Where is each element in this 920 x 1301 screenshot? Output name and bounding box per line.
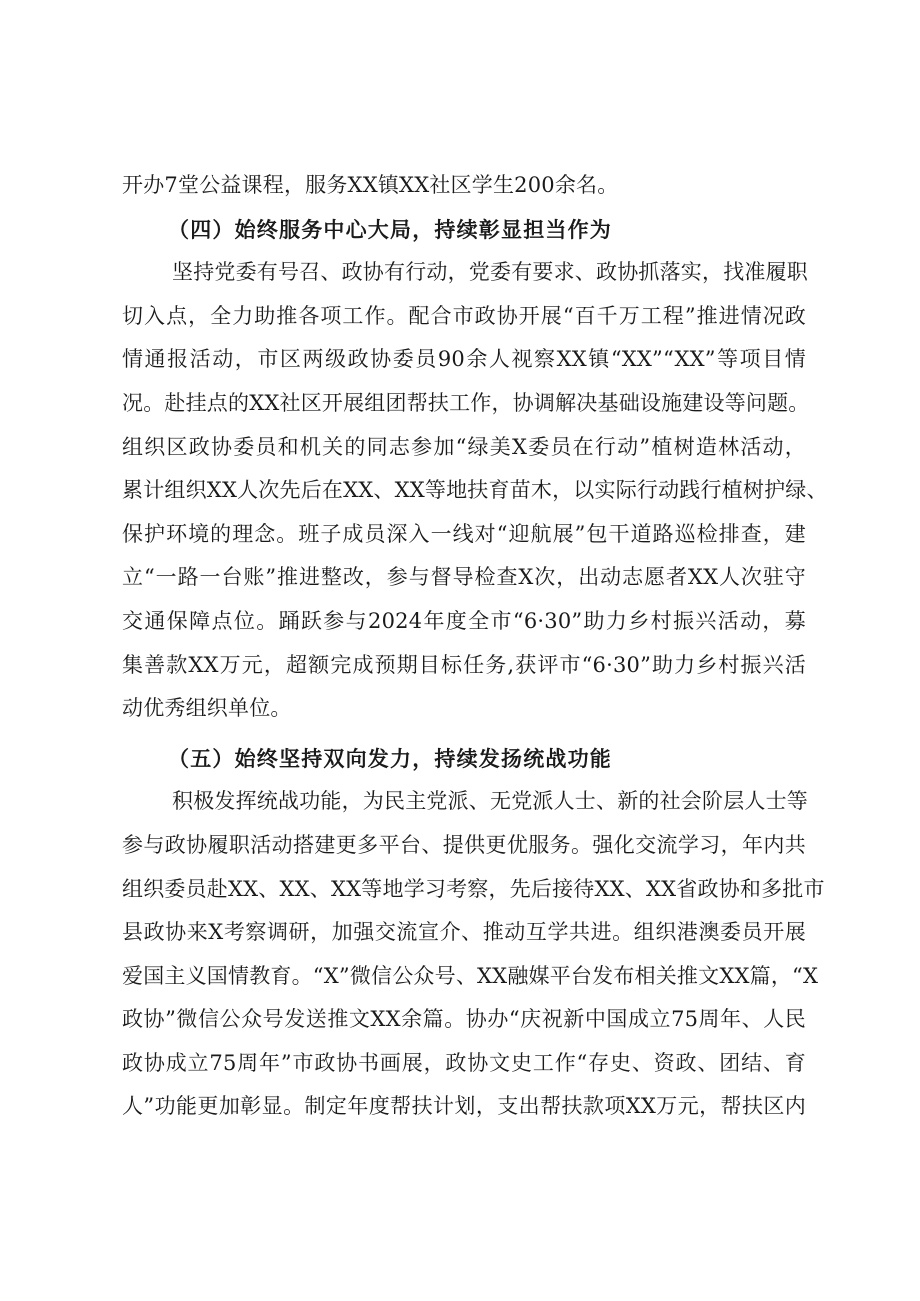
section-heading-5: （五）始终坚持双向发力，持续发扬统战功能 <box>168 745 612 771</box>
paragraph-line: 保护环境的理念。班子成员深入一线对“迎航展”包干道路巡检排查，建 <box>122 521 806 546</box>
paragraph-line: 况。赴挂点的XX社区开展组团帮扶工作，协调解决基础设施建设等问题。 <box>122 390 810 415</box>
section-heading-4: （四）始终服务中心大局，持续彰显担当作为 <box>168 216 612 242</box>
document-body <box>122 164 828 1129</box>
paragraph-line: 动优秀组织单位。 <box>122 696 292 721</box>
paragraph-line: 县政协来X考察调研，加强交流宣介、推动互学共进。组织港澳委员开展 <box>122 920 806 945</box>
paragraph-line: 政协”微信公众号发送推文XX余篇。协办“庆祝新中国成立75周年、人民 <box>122 1007 806 1032</box>
paragraph-line: 政协成立75周年”市政协书画展，政协文史工作“存史、资政、团结、育 <box>122 1050 806 1075</box>
section-4-paragraph <box>122 251 828 731</box>
paragraph-line: 坚持党委有号召、政协有行动，党委有要求、政协抓落实，找准履职 <box>172 260 808 285</box>
paragraph-line: 立“一路一台账”推进整改，参与督导检查X次，出动志愿者XX人次驻守 <box>122 565 806 590</box>
paragraph-line: 组织区政协委员和机关的同志参加“绿美X委员在行动”植树造林活动， <box>122 434 806 459</box>
paragraph-line: 切入点，全力助推各项工作。配合市政协开展“百千万工程”推进情况政 <box>122 303 806 328</box>
paragraph-line: 集善款XX万元，超额完成预期目标任务,获评市“6·30”助力乡村振兴活 <box>122 652 806 677</box>
section-5-paragraph <box>122 780 825 1129</box>
paragraph-line: 累计组织XX人次先后在XX、XX等地扶育苗木，以实际行动践行植树护绿、 <box>122 478 828 503</box>
paragraph-line: 人”功能更加彰显。制定年度帮扶计划，支出帮扶款项XX万元，帮扶区内 <box>122 1094 806 1119</box>
paragraph-line: 情通报活动，市区两级政协委员90余人视察XX镇“XX”“XX”等项目情 <box>122 347 806 372</box>
paragraph-line: 交通保障点位。踊跃参与2024年度全市“6·30”助力乡村振兴活动，募 <box>122 608 806 633</box>
paragraph-line: 组织委员赴XX、XX、XX等地学习考察，先后接待XX、XX省政协和多批市 <box>122 876 825 901</box>
paragraph-line: 积极发挥统战功能，为民主党派、无党派人士、新的社会阶层人士等 <box>172 789 808 814</box>
paragraph-line: 开办7堂公益课程，服务XX镇XX社区学生200余名。 <box>122 173 619 197</box>
paragraph-line: 爱国主义国情教育。“X”微信公众号、XX融媒平台发布相关推文XX篇，“X <box>122 963 819 988</box>
paragraph-line: 参与政协履职活动搭建更多平台、提供更优服务。强化交流学习，年内共 <box>122 832 806 857</box>
